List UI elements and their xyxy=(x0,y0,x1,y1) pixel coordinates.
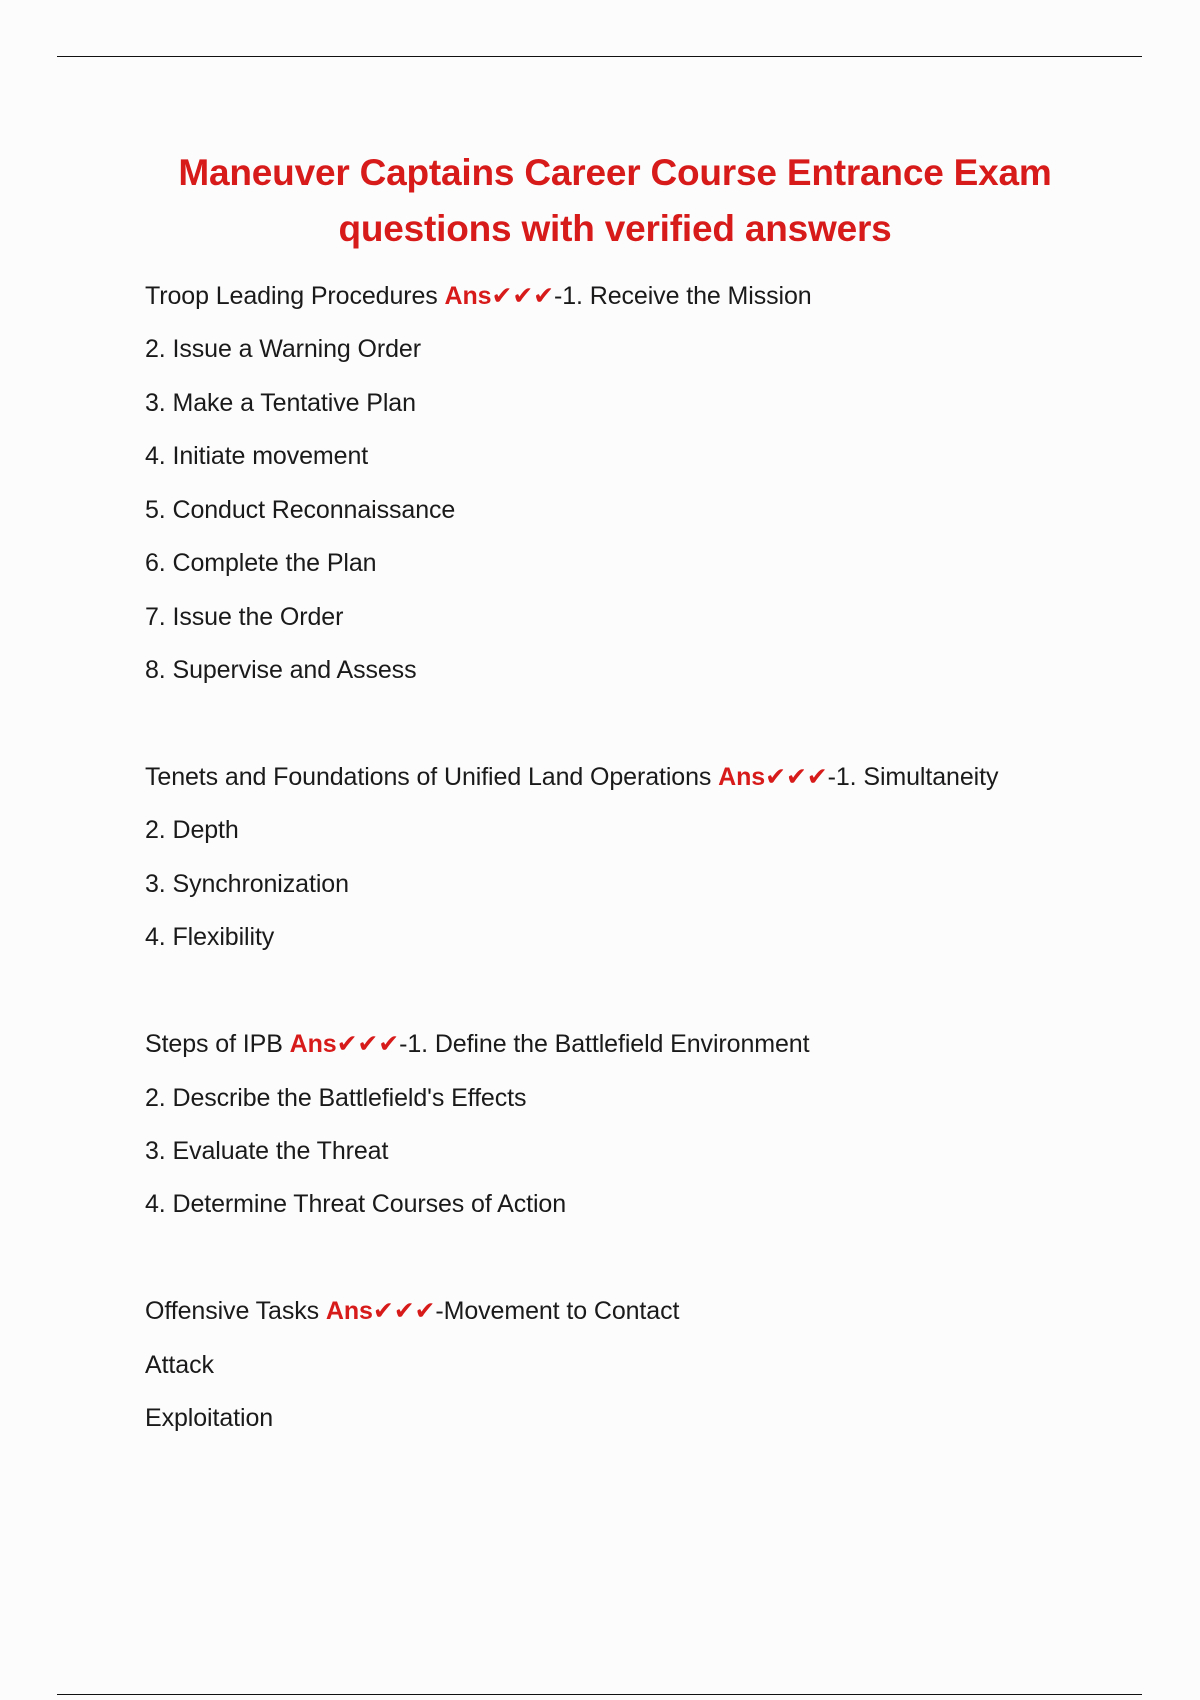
answer-line: 4. Flexibility xyxy=(145,923,275,951)
answer-line: 8. Supervise and Assess xyxy=(145,656,417,684)
title-line-1: Maneuver Captains Career Course Entrance Exam xyxy=(178,152,1052,193)
answer-line: 3. Synchronization xyxy=(145,870,349,898)
answer-text: -1. Receive the Mission xyxy=(554,282,812,310)
question-line xyxy=(145,1296,679,1326)
document-title xyxy=(100,145,1130,257)
answer-line: 2. Describe the Battlefield's Effects xyxy=(145,1084,527,1112)
check-mark-icon: ✔✔✔ xyxy=(336,1030,400,1058)
answer-text: -1. Define the Battlefield Environment xyxy=(399,1030,810,1058)
answer-marker: Ans✔✔✔ xyxy=(289,1030,400,1058)
answer-line: 3. Make a Tentative Plan xyxy=(145,389,416,417)
answer-marker: Ans✔✔✔ xyxy=(325,1297,436,1325)
question-text: Tenets and Foundations of Unified Land Operations xyxy=(145,763,719,791)
answer-marker: Ans✔✔✔ xyxy=(718,763,828,791)
check-mark-icon: ✔✔✔ xyxy=(491,282,555,310)
answer-text: -1. Simultaneity xyxy=(827,763,999,791)
question-line xyxy=(145,762,998,792)
header-rule xyxy=(57,56,1142,57)
answer-line: 2. Issue a Warning Order xyxy=(145,335,421,363)
check-mark-icon: ✔✔✔ xyxy=(765,763,828,791)
answer-line: Exploitation xyxy=(145,1404,274,1432)
question-line xyxy=(145,281,812,311)
answer-line: 2. Depth xyxy=(145,816,239,844)
answer-marker: Ans✔✔✔ xyxy=(444,282,555,310)
answer-line: 7. Issue the Order xyxy=(145,603,344,631)
answer-text: -Movement to Contact xyxy=(435,1297,680,1325)
answer-line: 5. Conduct Reconnaissance xyxy=(145,496,456,524)
question-text: Offensive Tasks xyxy=(145,1297,326,1325)
check-mark-icon: ✔✔✔ xyxy=(372,1297,436,1325)
answer-line: 4. Initiate movement xyxy=(145,442,369,470)
footer-rule xyxy=(57,1694,1142,1695)
answer-line: 4. Determine Threat Courses of Action xyxy=(145,1190,567,1218)
question-line xyxy=(145,1029,809,1059)
answer-line: 3. Evaluate the Threat xyxy=(145,1137,389,1165)
question-text: Troop Leading Procedures xyxy=(145,282,445,310)
question-text: Steps of IPB xyxy=(145,1030,290,1058)
answer-line: 6. Complete the Plan xyxy=(145,549,377,577)
title-line-2: questions with verified answers xyxy=(338,208,892,249)
answer-line: Attack xyxy=(145,1351,214,1379)
